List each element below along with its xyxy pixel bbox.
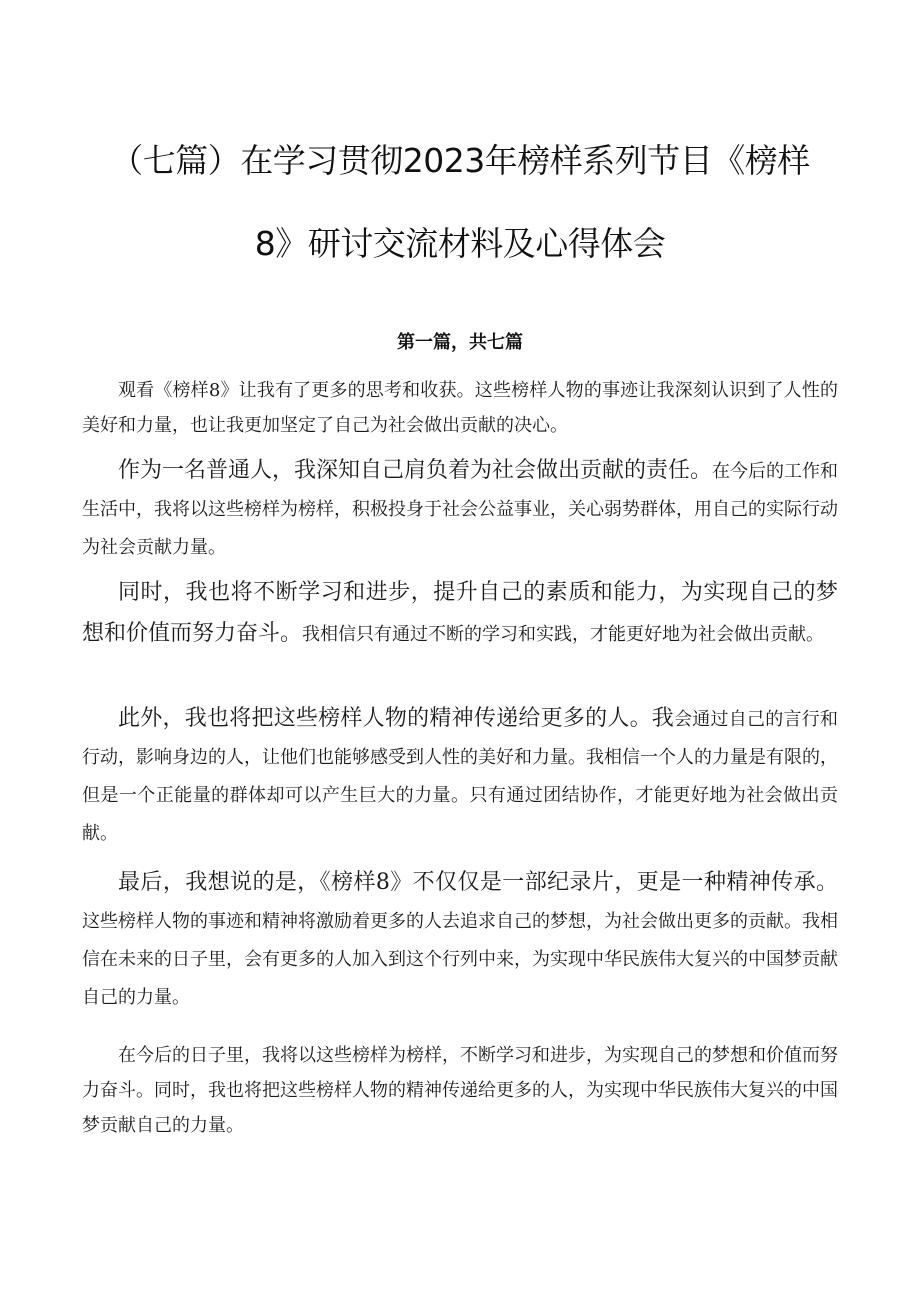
document-title-line-1: （七篇）在学习贯彻2023年榜样系列节目《榜样 — [110, 141, 810, 180]
paragraph-5-text: 这些榜样人物的事迹和精神将激励着更多的人去追求自己的梦想，为社会做出更多的贡献。我相信在未来的日子里，会有更多的人加入到这个行列中来，为实现中华民族伟大复兴的中国梦贡献自己的力量。 — [82, 911, 838, 1008]
section-heading: 第一篇，共七篇 — [397, 332, 523, 353]
paragraph-4-lead: 此外，我也将把这些榜样人物的精神传递给更多的人。我 — [118, 706, 675, 731]
paragraph-1 — [82, 372, 838, 443]
paragraph-6 — [82, 1037, 838, 1143]
paragraph-5 — [82, 864, 838, 1017]
paragraph-6-text: 在今后的日子里，我将以这些榜样为榜样，不断学习和进步，为实现自己的梦想和价值而努力奋斗。同时，我也将把这些榜样人物的精神传递给更多的人，为实现中华民族伟大复兴的中国梦贡献自己的力量。 — [82, 1045, 838, 1136]
paragraph-2-text: 在今后的工作和生活中，我将以这些榜样为榜样，积极投身于社会公益事业，关心弱势群体，用自己的实际行动为社会贡献力量。 — [82, 461, 839, 558]
document-title-line-2: 8》研讨交流材料及心得体会 — [254, 224, 666, 263]
paragraph-3 — [82, 573, 838, 655]
paragraph-2 — [82, 452, 838, 567]
paragraph-4 — [82, 700, 838, 853]
paragraph-5-lead: 最后，我想说的是，《榜样8》不仅仅是一部纪录片，更是一种精神传承。 — [118, 870, 838, 895]
paragraph-3-text: 我相信只有通过不断的学习和实践，才能更好地为社会做出贡献。 — [302, 624, 825, 645]
paragraph-4-text: 会通过自己的言行和行动，影响身边的人，让他们也能够感受到人性的美好和力量。我相信一个人的力量是有限的，但是一个正能量的群体却可以产生巨大的力量。只有通过团结协作，才能更好地为社会做出贡献。 — [82, 709, 838, 844]
paragraph-1-text: 观看《榜样8》让我有了更多的思考和收获。这些榜样人物的事迹让我深刻认识到了人性的美好和力量，也让我更加坚定了自己为社会做出贡献的决心。 — [82, 380, 838, 436]
paragraph-3-lead: 同时，我也将不断学习和进步，提升自己的素质和能力，为实现自己的梦想和价值而努力奋斗。 — [82, 580, 838, 646]
paragraph-2-lead: 作为一名普通人，我深知自己肩负着为社会做出贡献的责任。 — [118, 458, 713, 483]
